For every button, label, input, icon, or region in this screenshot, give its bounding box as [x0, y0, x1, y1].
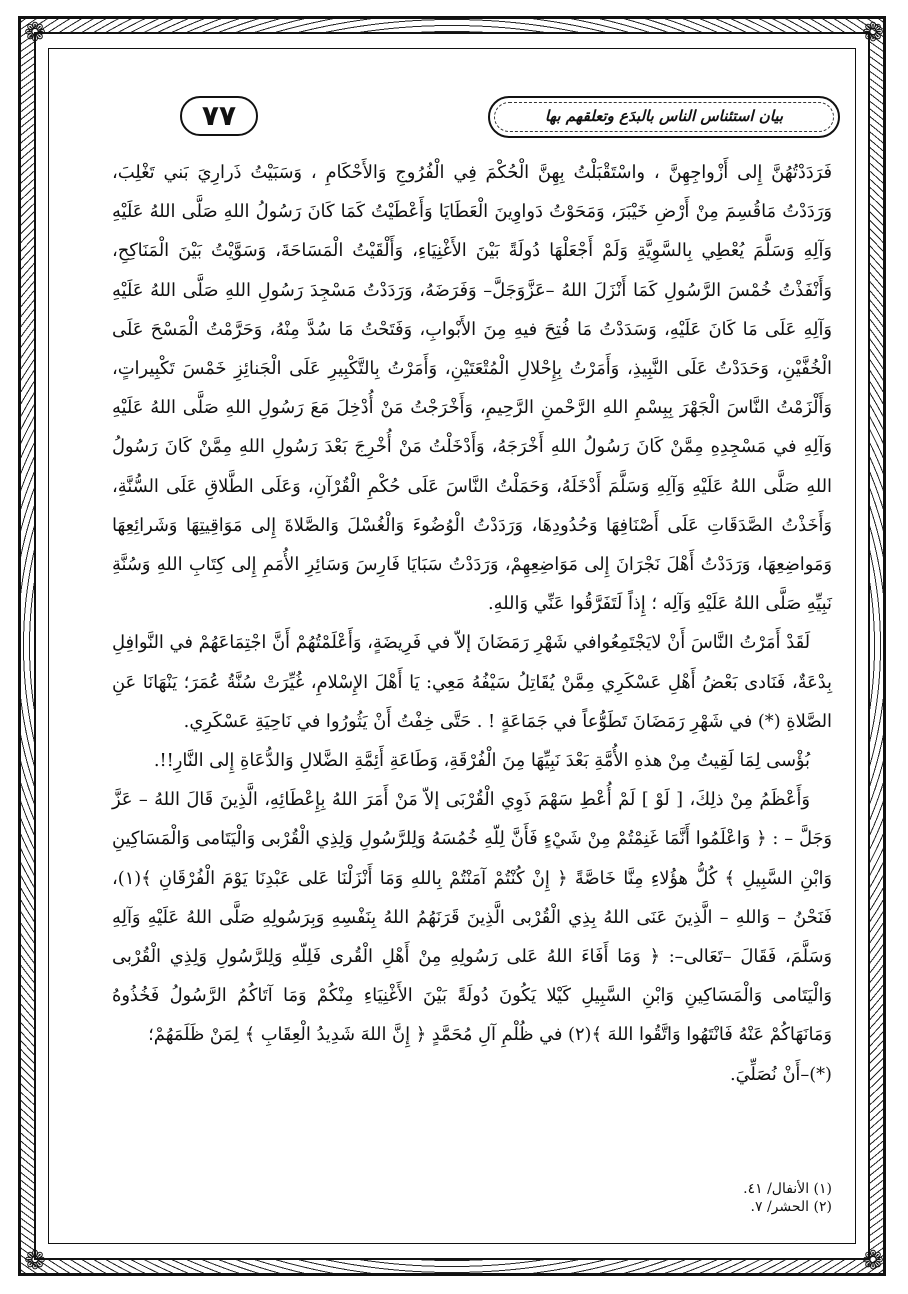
chapter-title-box: [488, 96, 840, 138]
paragraph-3: بُؤْسى لِمَا لَقِيتُ مِنْ هذهِ الأُمَّةِ بَعْدَ نَبِيِّهَا مِنَ الْفُرْقَةِ، وَطَاعَةِ أَئِمَّةِ الضَّلالِ وَالدُّعَاةِ إِلى النَّارِ!!.: [153, 750, 810, 772]
corner-ornament-icon: ❁: [862, 1246, 884, 1276]
corner-ornament-icon: ❁: [862, 18, 884, 48]
main-text: [112, 153, 832, 1094]
corner-ornament-icon: ❁: [24, 1246, 46, 1276]
page-number: ٧٧: [180, 96, 258, 136]
footnote-2: (٢) الحشر/ ٧.: [750, 1199, 832, 1215]
page-header: [180, 96, 840, 142]
footnote-1: (١) الأنفال/ ٤١.: [743, 1181, 832, 1197]
footnotes: [112, 1180, 832, 1216]
chapter-title: بيان استئناس الناس بالبدَع وتعلقهم بها: [544, 107, 784, 125]
star-note: (*)–أَنْ نُصَلِّيَ.: [729, 1063, 832, 1085]
paragraph-1: فَرَدَدْتُهُنَّ إِلى أَزْواجِهِنَّ ، واسْتَقْبَلْتُ بِهِنَّ الْحُكْمَ فِي الْفُرُوجِ وَالأَحْكَامِ ، وَسَبَيْتُ ذَرارِيَ بَني تَغْلِبَ، وَرَدَدْتُ مَاقُسِمَ مِنْ أَرْضِ خَيْبَرَ، وَمَحَوْتُ دَواوِينَ الْعَطَايَا وَأَعْطَيْتُ كَمَا كَانَ رَسُولُ اللهِ صَلَّى اللهُ عَلَيْهِ وَآلِهِ وَسَلَّمَ يُعْطِي بِالسَّوِيَّةِ وَلَمْ أَجْعَلْهَا دُولَةً بَيْنَ الأَغْنِيَاءِ، وَأَلْقَيْتُ الْمَسَاحَةَ، وَسَوَّيْتُ بَيْنَ الْمَنَاكِحِ، وَأَنْفَذْتُ خُمْسَ الرَّسُولِ كَمَا أَنْزَلَ اللهُ –عَزَّوَجَلَّ– وَفَرَضَهُ، وَرَدَدْتُ مَسْجِدَ رَسُولِ اللهِ صَلَّى اللهُ عَلَيْهِ وَآلِهِ عَلَى مَا كَانَ عَلَيْهِ، وَسَدَدْتُ مَا فُتِحَ فيهِ مِنَ الأَبْوابِ، وَفَتَحْتُ مَا سُدَّ مِنْهُ، وَحَرَّمْتُ الْمَسْحَ عَلَى الْخُفَّيْنِ، وَحَدَدْتُ عَلَى النَّبِيذِ، وَأَمَرْتُ بِإِحْلالِ الْمُتْعَتَيْنِ، وَأَمَرْتُ بِالتَّكْبِيرِ عَلَى الْجَنائِزِ خَمْسَ تَكْبِيراتٍ، وَأَلْزَمْتُ النَّاسَ الْجَهْرَ بِبِسْمِ اللهِ الرَّحْمنِ الرَّحِيمِ، وَأَخْرَجْتُ مَنْ أُدْخِلَ مَعَ رَسُولِ اللهِ صَلَّى اللهُ عَلَيْهِ وَآلِهِ في مَسْجِدِهِ مِمَّنْ كَانَ رَسُولُ اللهِ أَخْرَجَهُ، وَأَدْخَلْتُ مَنْ أُخْرِجَ بَعْدَ رَسُولِ اللهِ مِمَّنْ كَانَ رَسُولُ اللهِ صَلَّى اللهُ عَلَيْهِ وَآلِهِ وَسَلَّمَ أَدْخَلَهُ، وَحَمَلْتُ النَّاسَ عَلَى حُكْمِ الْقُرْآنِ، وَعَلَى الطَّلاقِ عَلَى السُّنَّةِ، وَأَخَذْتُ الصَّدَقَاتِ عَلَى أَصْنَافِهَا وَحُدُودِهَا، وَرَدَدْتُ الْوُضُوءَ وَالْغُسْلَ وَالصَّلاةَ إِلى مَوَاقِيتِهَا وَشَرائِعِهَا وَمَواضِعِهَا، وَرَدَدْتُ أَهْلَ نَجْرَانَ إِلى مَوَاضِعِهِمْ، وَرَدَدْتُ سَبَايَا فَارِسَ وَسَائِرِ الأُمَمِ إِلى كِتَابِ اللهِ وَسُنَّةِ نَبِيِّهِ صَلَّى اللهُ عَلَيْهِ وَآلِه ؛ إِذاً لَتَفَرَّقُوا عَنِّي وَاللهِ.: [112, 162, 832, 615]
corner-ornament-icon: ❁: [24, 18, 46, 48]
paragraph-4: وَأَعْظَمُ مِنْ ذلِكَ، [ لَوْ ] لَمْ أُعْطِ سَهْمَ ذَوِي الْقُرْبَى إلاّ مَنْ أَمَرَ اللهُ بِإِعْطَائِهِ، الَّذِينَ قَالَ اللهُ – عَزَّ وَجَلَّ – : ﴿ وَاعْلَمُوا أَنَّمَا غَنِمْتُمْ مِنْ شَيْءٍ فَأَنَّ لِلّهِ خُمُسَهُ وَلِلرَّسُولِ وَلِذِي الْقُرْبى وَالْيَتَامى وَالْمَسَاكِينِ وَابْنِ السَّبِيلِ ﴾ كُلُّ هؤُلاءِ مِنَّا خَاصَّةً ﴿ إِنْ كُنْتُمْ آمَنْتُمْ بِاللهِ وَمَا أَنْزَلْنَا عَلى عَبْدِنَا يَوْمَ الْفُرْقَانِ ﴾(١)، فَنَحْنُ – وَاللهِ – الَّذِينَ عَنَى اللهُ بِذِي الْقُرْبى الَّذِينَ قَرَنَهُمُ اللهُ بِنَفْسِهِ وَبِرَسُولِهِ صَلَّى اللهُ عَلَيْهِ وَآلِهِ وَسَلَّمَ، فَقَالَ –تَعَالى–: ﴿ وَمَا أَفَاءَ اللهُ عَلى رَسُولِهِ مِنْ أَهْلِ الْقُرى فَلِلّهِ وَلِلرَّسُولِ وَلِذِي الْقُرْبى وَالْيَتَامى وَالْمَسَاكِينِ وَابْنِ السَّبِيلِ كَيْلا يَكُونَ دُولَةً بَيْنَ الأَغْنِيَاءِ مِنْكُمْ وَمَا آتَاكُمُ الرَّسُولُ فَخُذُوهُ وَمَانَهَاكُمْ عَنْهُ فَانْتَهُوا وَاتَّقُوا اللهَ ﴾(٢) في ظُلْمِ آلِ مُحَمَّدٍ ﴿ إِنَّ اللهَ شَدِيدُ الْعِقَابِ ﴾ لِمَنْ ظَلَمَهُمْ؛: [112, 789, 832, 1046]
paragraph-2: لَقَدْ أَمَرْتُ النَّاسَ أَنْ لايَجْتَمِعُوافي شَهْرِ رَمَضَانَ إلاّ في فَرِيضَةٍ، وَأَعْلَمْتُهُمْ أَنَّ اجْتِمَاعَهُمْ في النَّوافِلِ بِدْعَةٌ، فَنَادى بَعْضُ أَهْلِ عَسْكَرِي مِمَّنْ يُقَاتِلُ سَيْفُهُ مَعِي: يَا أَهْلَ الإِسْلامِ، غُيِّرَتْ سُنَّةُ عُمَرَ؛ يَنْهَانَا عَنِ الصَّلاةِ (*) في شَهْرِ رَمَضَانَ تَطَوُّعاً في جَمَاعَةٍ ! . حَتَّى خِفْتُ أَنْ يَثُورُوا في نَاحِيَةِ عَسْكَرِي.: [112, 632, 832, 732]
